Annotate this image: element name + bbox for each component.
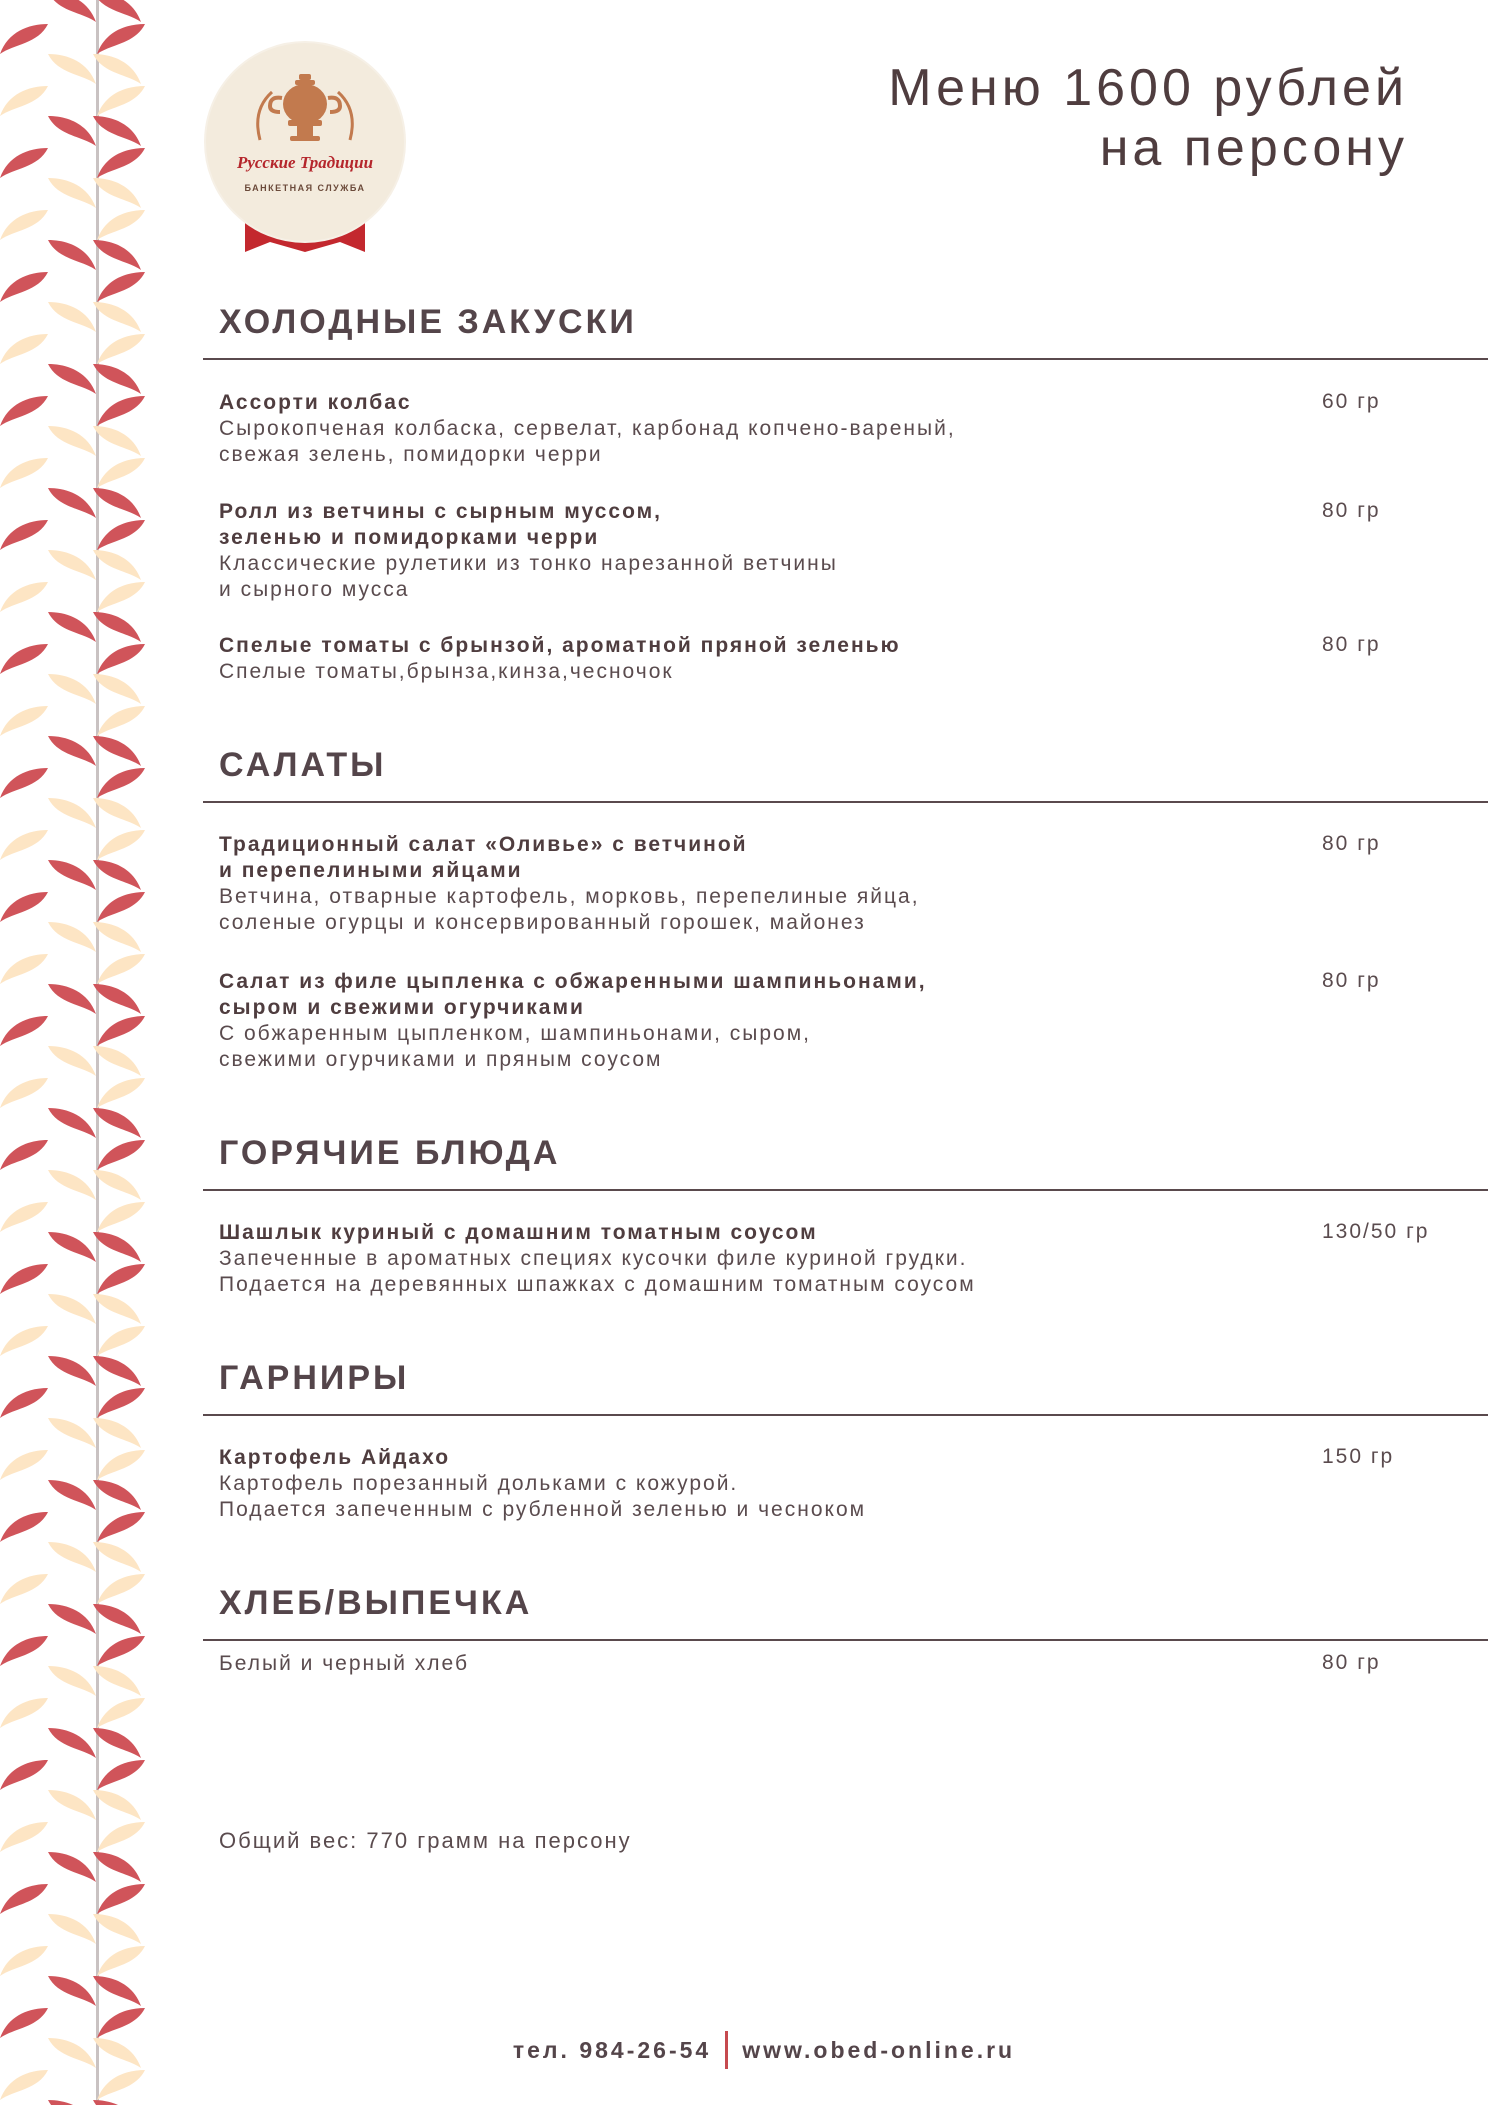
menu-item-description: Спелые томаты,брынза,кинза,чесночок	[219, 660, 674, 683]
logo-subtitle: БАНКЕТНАЯ СЛУЖБА	[244, 183, 366, 193]
menu-item-name: Салат из филе цыпленка с обжаренными шампиньонами,	[219, 970, 927, 993]
menu-item-name: сыром и свежими огурчиками	[219, 996, 585, 1019]
section-divider	[203, 801, 1488, 803]
menu-item-weight: 80 гр	[1322, 832, 1381, 855]
menu-item-description: Сырокопченая колбаска, сервелат, карбонад копчено-вареный,	[219, 417, 956, 440]
section-title-cold-appetizers: ХОЛОДНЫЕ ЗАКУСКИ	[219, 303, 637, 341]
menu-item-name: Картофель Айдахо	[219, 1446, 451, 1469]
menu-item-description: и сырного мусса	[219, 578, 410, 601]
menu-item-description: Подается запеченным с рубленной зеленью и чесноком	[219, 1498, 867, 1521]
menu-item-name: Ролл из ветчины с сырным муссом,	[219, 500, 662, 523]
page-title-line-2: на персону	[1099, 119, 1408, 177]
footer-separator	[725, 2031, 728, 2069]
logo-brand: Русские Традиции	[236, 153, 374, 172]
section-title-sides: ГАРНИРЫ	[219, 1359, 410, 1397]
section-title-bread: ХЛЕБ/ВЫПЕЧКА	[219, 1584, 533, 1622]
menu-item-name: Ассорти колбас	[219, 391, 412, 414]
section-title-salads: САЛАТЫ	[219, 746, 387, 784]
menu-item-weight: 80 гр	[1322, 969, 1381, 992]
menu-item-weight: 150 гр	[1322, 1445, 1395, 1468]
menu-item-name: Шашлык куриный с домашним томатным соусом	[219, 1221, 818, 1244]
menu-item-name: Традиционный салат «Оливье» с ветчиной	[219, 833, 748, 856]
menu-item-description: свежая зелень, помидорки черри	[219, 443, 603, 466]
section-title-hot-dishes: ГОРЯЧИЕ БЛЮДА	[219, 1134, 561, 1172]
footer	[0, 2030, 1488, 2070]
section-divider	[203, 358, 1488, 360]
menu-item-name: и перепелиными яйцами	[219, 859, 523, 882]
footer-website-link[interactable]: www.obed-online.ru	[742, 2036, 1016, 2063]
menu-item-weight: 60 гр	[1322, 390, 1381, 413]
footer-phone: тел. 984-26-54	[512, 2036, 712, 2063]
menu-item-name: Спелые томаты с брынзой, ароматной пряной зеленью	[219, 634, 901, 657]
menu-item-description: Картофель порезанный дольками с кожурой.	[219, 1472, 739, 1495]
section-divider	[203, 1189, 1488, 1191]
total-weight: Общий вес: 770 грамм на персону	[219, 1828, 632, 1853]
menu-item-description: Классические рулетики из тонко нарезанной ветчины	[219, 552, 838, 575]
menu-item-description: Белый и черный хлеб	[219, 1652, 470, 1675]
section-divider	[203, 1414, 1488, 1416]
section-divider	[203, 1639, 1488, 1641]
logo	[200, 40, 410, 265]
leaf-pattern-strip	[0, 0, 150, 2105]
menu-item-description: Ветчина, отварные картофель, морковь, перепелиные яйца,	[219, 885, 920, 908]
menu-item-description: Запеченные в ароматных специях кусочки филе куриной грудки.	[219, 1247, 968, 1270]
menu-item-weight: 80 гр	[1322, 499, 1381, 522]
menu-item-description: Подается на деревянных шпажках с домашним томатным соусом	[219, 1273, 976, 1296]
menu-item-weight: 130/50 гр	[1322, 1220, 1430, 1243]
menu-item-description: соленые огурцы и консервированный горошек, майонез	[219, 911, 866, 934]
menu-item-description: С обжаренным цыпленком, шампиньонами, сыром,	[219, 1022, 811, 1045]
menu-item-description: свежими огурчиками и пряным соусом	[219, 1048, 663, 1071]
menu-item-weight: 80 гр	[1322, 633, 1381, 656]
menu-item-weight: 80 гр	[1322, 1651, 1381, 1674]
page-title-line-1: Меню 1600 рублей	[888, 59, 1408, 117]
menu-item-name: зеленью и помидорками черри	[219, 526, 600, 549]
